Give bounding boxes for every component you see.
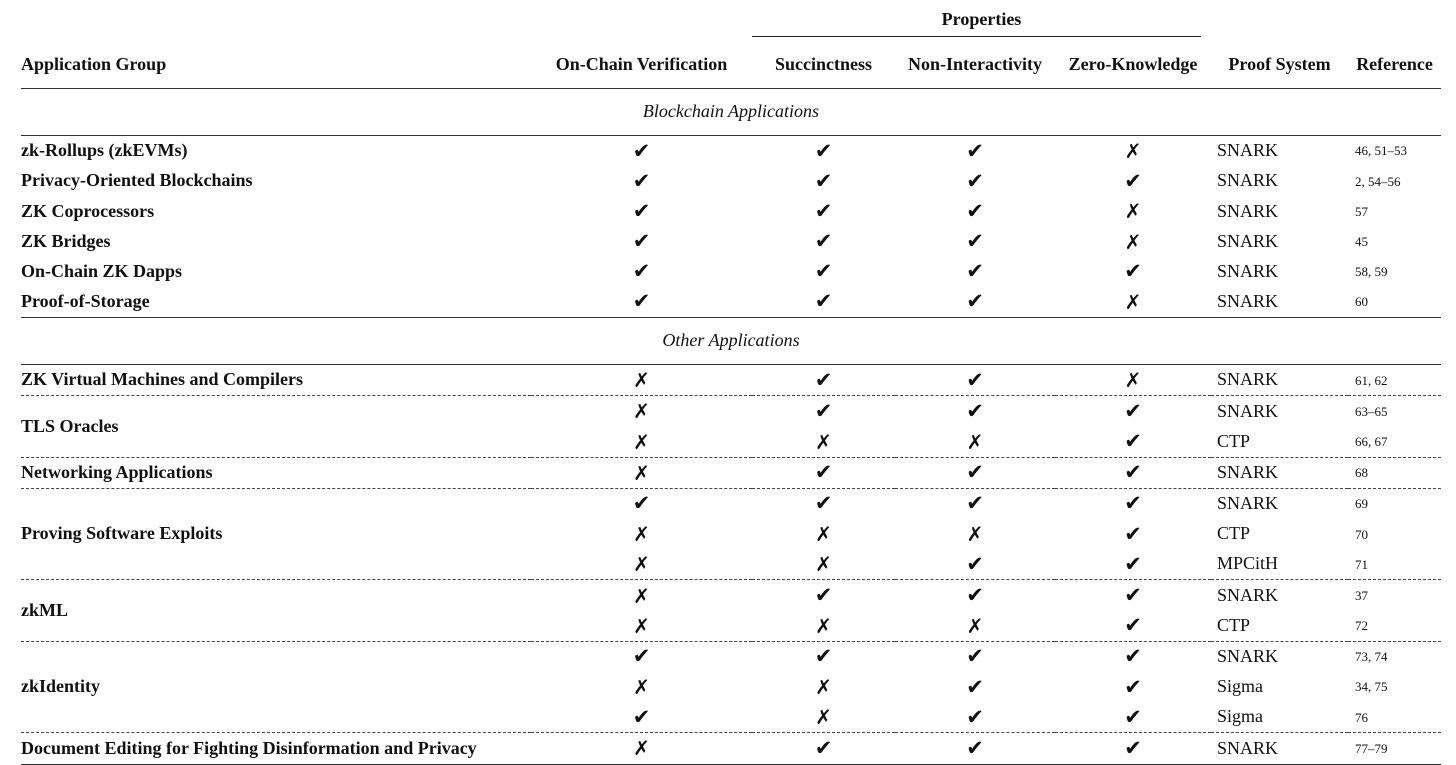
succinctness-check-icon: ✔ — [752, 488, 895, 519]
non-interactivity-check-icon: ✔ — [966, 138, 984, 163]
proof-system-cell: SNARK — [1217, 200, 1279, 221]
table-row — [21, 166, 1441, 196]
non-interactivity-cross-icon: ✗ — [966, 613, 984, 638]
zero-knowledge-check-icon: ✔ — [1124, 429, 1142, 454]
succinctness-check-icon: ✔ — [752, 641, 895, 672]
reference-cell: 2, 54–56 — [1355, 173, 1401, 189]
zero-knowledge-cross-icon: ✗ — [1124, 229, 1142, 254]
proof-system-cell: SNARK — [1211, 641, 1348, 672]
reference-cell: 63–65 — [1348, 396, 1441, 427]
reference-cell: 68 — [1348, 457, 1441, 488]
non-interactivity-check-icon: ✔ — [966, 704, 984, 729]
application-group-name: Proving Software Exploits — [21, 488, 531, 580]
zero-knowledge-check-icon: ✔ — [1055, 457, 1211, 488]
proof-system-cell: SNARK — [1217, 260, 1279, 281]
succinctness-cross-icon: ✗ — [815, 429, 832, 454]
on-chain-cross-icon: ✗ — [531, 580, 752, 611]
on-chain-cross-icon: ✗ — [531, 733, 752, 764]
non-interactivity-check-icon: ✔ — [895, 488, 1055, 519]
zero-knowledge-check-icon: ✔ — [1124, 613, 1142, 638]
on-chain-cross-icon: ✗ — [531, 457, 752, 488]
on-chain-cross-icon: ✗ — [633, 429, 650, 454]
non-interactivity-check-icon: ✔ — [895, 396, 1055, 427]
zero-knowledge-check-icon: ✔ — [1055, 580, 1211, 611]
succinctness-check-icon: ✔ — [752, 580, 895, 611]
header-proof-system: Proof System — [1211, 42, 1348, 89]
reference-cell: 66, 67 — [1355, 433, 1388, 449]
non-interactivity-check-icon: ✔ — [966, 289, 984, 314]
application-group-name: Proof-of-Storage — [21, 291, 150, 312]
proof-system-cell: CTP — [1217, 430, 1251, 451]
proof-system-cell: SNARK — [1217, 170, 1279, 191]
proof-system-cell: SNARK — [1211, 733, 1348, 764]
non-interactivity-check-icon: ✔ — [966, 229, 984, 254]
succinctness-check-icon: ✔ — [752, 733, 895, 764]
properties-rule — [752, 32, 1211, 42]
table-row — [21, 733, 1441, 764]
application-group-name: ZK Coprocessors — [21, 200, 155, 221]
header-succinctness: Succinctness — [752, 42, 895, 89]
non-interactivity-cross-icon: ✗ — [966, 429, 984, 454]
non-interactivity-check-icon: ✔ — [966, 674, 984, 699]
application-group-name: Networking Applications — [21, 457, 531, 488]
on-chain-cross-icon: ✗ — [633, 522, 650, 547]
on-chain-check-icon: ✔ — [531, 488, 752, 519]
header-reference: Reference — [1348, 42, 1441, 89]
zero-knowledge-cross-icon: ✗ — [1124, 199, 1142, 224]
proof-system-cell: Sigma — [1217, 706, 1264, 727]
applications-table — [21, 8, 1441, 765]
succinctness-cross-icon: ✗ — [815, 675, 832, 700]
section-title: Other Applications — [21, 318, 1441, 365]
on-chain-check-icon: ✔ — [632, 138, 651, 163]
table-row — [21, 227, 1441, 257]
proof-system-cell: SNARK — [1211, 457, 1348, 488]
reference-cell: 57 — [1355, 203, 1368, 219]
proof-system-cell: SNARK — [1217, 291, 1279, 312]
non-interactivity-check-icon: ✔ — [895, 733, 1055, 764]
table-row — [21, 396, 1441, 427]
reference-cell: 76 — [1355, 709, 1368, 725]
on-chain-check-icon: ✔ — [632, 198, 651, 223]
succinctness-check-icon: ✔ — [814, 138, 833, 163]
reference-cell: 58, 59 — [1355, 264, 1388, 280]
application-group-name: zkIdentity — [21, 641, 531, 733]
non-interactivity-check-icon: ✔ — [895, 457, 1055, 488]
proof-system-cell: SNARK — [1217, 140, 1279, 161]
header-non-interactivity: Non-Interactivity — [895, 42, 1055, 89]
reference-cell: 70 — [1355, 526, 1368, 542]
succinctness-check-icon: ✔ — [814, 289, 833, 314]
non-interactivity-check-icon: ✔ — [895, 580, 1055, 611]
succinctness-check-icon: ✔ — [814, 198, 833, 223]
reference-cell: 72 — [1355, 618, 1368, 634]
reference-cell: 71 — [1355, 556, 1368, 572]
on-chain-cross-icon: ✗ — [633, 368, 650, 393]
zero-knowledge-check-icon: ✔ — [1124, 168, 1142, 193]
application-group-name: On-Chain ZK Dapps — [21, 260, 183, 281]
succinctness-check-icon: ✔ — [752, 457, 895, 488]
non-interactivity-check-icon: ✔ — [966, 551, 984, 576]
non-interactivity-check-icon: ✔ — [966, 168, 984, 193]
on-chain-cross-icon: ✗ — [633, 613, 650, 638]
section-header-row — [21, 89, 1441, 136]
proof-system-cell: SNARK — [1211, 488, 1348, 519]
on-chain-cross-icon: ✗ — [633, 675, 650, 700]
on-chain-check-icon: ✔ — [531, 641, 752, 672]
application-group-name: ZK Virtual Machines and Compilers — [21, 369, 304, 390]
table-row — [21, 287, 1441, 318]
non-interactivity-check-icon: ✔ — [966, 259, 984, 284]
table-row — [21, 365, 1441, 396]
succinctness-check-icon: ✔ — [814, 259, 833, 284]
table-row — [21, 488, 1441, 519]
proof-system-cell: SNARK — [1217, 230, 1279, 251]
table-row — [21, 136, 1441, 167]
zero-knowledge-check-icon: ✔ — [1055, 488, 1211, 519]
reference-cell: 60 — [1355, 294, 1368, 310]
succinctness-cross-icon: ✗ — [815, 552, 832, 577]
properties-group-label: Properties — [941, 9, 1022, 30]
zero-knowledge-check-icon: ✔ — [1055, 733, 1211, 764]
on-chain-cross-icon: ✗ — [531, 396, 752, 427]
on-chain-check-icon: ✔ — [632, 289, 651, 314]
zero-knowledge-cross-icon: ✗ — [1124, 290, 1142, 315]
application-group-name: TLS Oracles — [21, 396, 531, 457]
succinctness-check-icon: ✔ — [814, 168, 833, 193]
succinctness-cross-icon: ✗ — [815, 522, 832, 547]
proof-system-cell: MPCitH — [1217, 553, 1279, 574]
succinctness-cross-icon: ✗ — [815, 705, 832, 730]
proof-system-cell: SNARK — [1211, 580, 1348, 611]
reference-cell: 45 — [1355, 234, 1368, 249]
proof-system-cell: Sigma — [1217, 676, 1264, 697]
zero-knowledge-check-icon: ✔ — [1124, 521, 1142, 546]
section-title: Blockchain Applications — [21, 89, 1441, 136]
zero-knowledge-check-icon: ✔ — [1055, 641, 1211, 672]
table-row — [21, 196, 1441, 226]
zero-knowledge-check-icon: ✔ — [1124, 704, 1142, 729]
application-group-name: Document Editing for Fighting Disinformation and Privacy — [21, 733, 531, 764]
application-group-name: ZK Bridges — [21, 230, 111, 251]
on-chain-check-icon: ✔ — [632, 259, 651, 284]
zero-knowledge-check-icon: ✔ — [1124, 551, 1142, 576]
reference-cell: 37 — [1348, 580, 1441, 611]
succinctness-check-icon: ✔ — [752, 396, 895, 427]
table-header — [21, 8, 1441, 89]
proof-system-cell: SNARK — [1217, 369, 1279, 390]
table-row — [21, 641, 1441, 672]
on-chain-check-icon: ✔ — [632, 168, 651, 193]
section-header-row — [21, 318, 1441, 365]
reference-cell: 77–79 — [1348, 733, 1441, 764]
succinctness-check-icon: ✔ — [814, 229, 833, 254]
reference-cell: 61, 62 — [1355, 372, 1388, 388]
non-interactivity-check-icon: ✔ — [966, 367, 984, 392]
table-row — [21, 257, 1441, 287]
on-chain-cross-icon: ✗ — [633, 552, 650, 577]
succinctness-check-icon: ✔ — [814, 367, 833, 392]
application-group-name: zkML — [21, 580, 531, 641]
zero-knowledge-cross-icon: ✗ — [1124, 368, 1142, 393]
application-group-name: Privacy-Oriented Blockchains — [21, 170, 253, 191]
zero-knowledge-check-icon: ✔ — [1124, 674, 1142, 699]
non-interactivity-cross-icon: ✗ — [966, 522, 984, 547]
application-group-name: zk-Rollups (zkEVMs) — [21, 140, 188, 161]
proof-system-cell: CTP — [1217, 523, 1251, 544]
table-body — [21, 89, 1441, 765]
non-interactivity-check-icon: ✔ — [966, 198, 984, 223]
proof-system-cell: SNARK — [1211, 396, 1348, 427]
on-chain-check-icon: ✔ — [632, 704, 651, 729]
reference-cell: 73, 74 — [1348, 641, 1441, 672]
reference-cell: 69 — [1348, 488, 1441, 519]
zero-knowledge-cross-icon: ✗ — [1124, 139, 1142, 164]
table-row — [21, 457, 1441, 488]
reference-cell: 34, 75 — [1355, 679, 1388, 695]
reference-cell: 46, 51–53 — [1355, 143, 1407, 159]
header-application-group: Application Group — [21, 42, 531, 89]
succinctness-cross-icon: ✗ — [815, 613, 832, 638]
header-on-chain-verification: On-Chain Verification — [531, 42, 752, 89]
zero-knowledge-check-icon: ✔ — [1124, 259, 1142, 284]
on-chain-check-icon: ✔ — [632, 229, 651, 254]
table-row — [21, 580, 1441, 611]
zero-knowledge-check-icon: ✔ — [1055, 396, 1211, 427]
non-interactivity-check-icon: ✔ — [895, 641, 1055, 672]
proof-system-cell: CTP — [1217, 614, 1251, 635]
header-zero-knowledge: Zero-Knowledge — [1055, 42, 1211, 89]
